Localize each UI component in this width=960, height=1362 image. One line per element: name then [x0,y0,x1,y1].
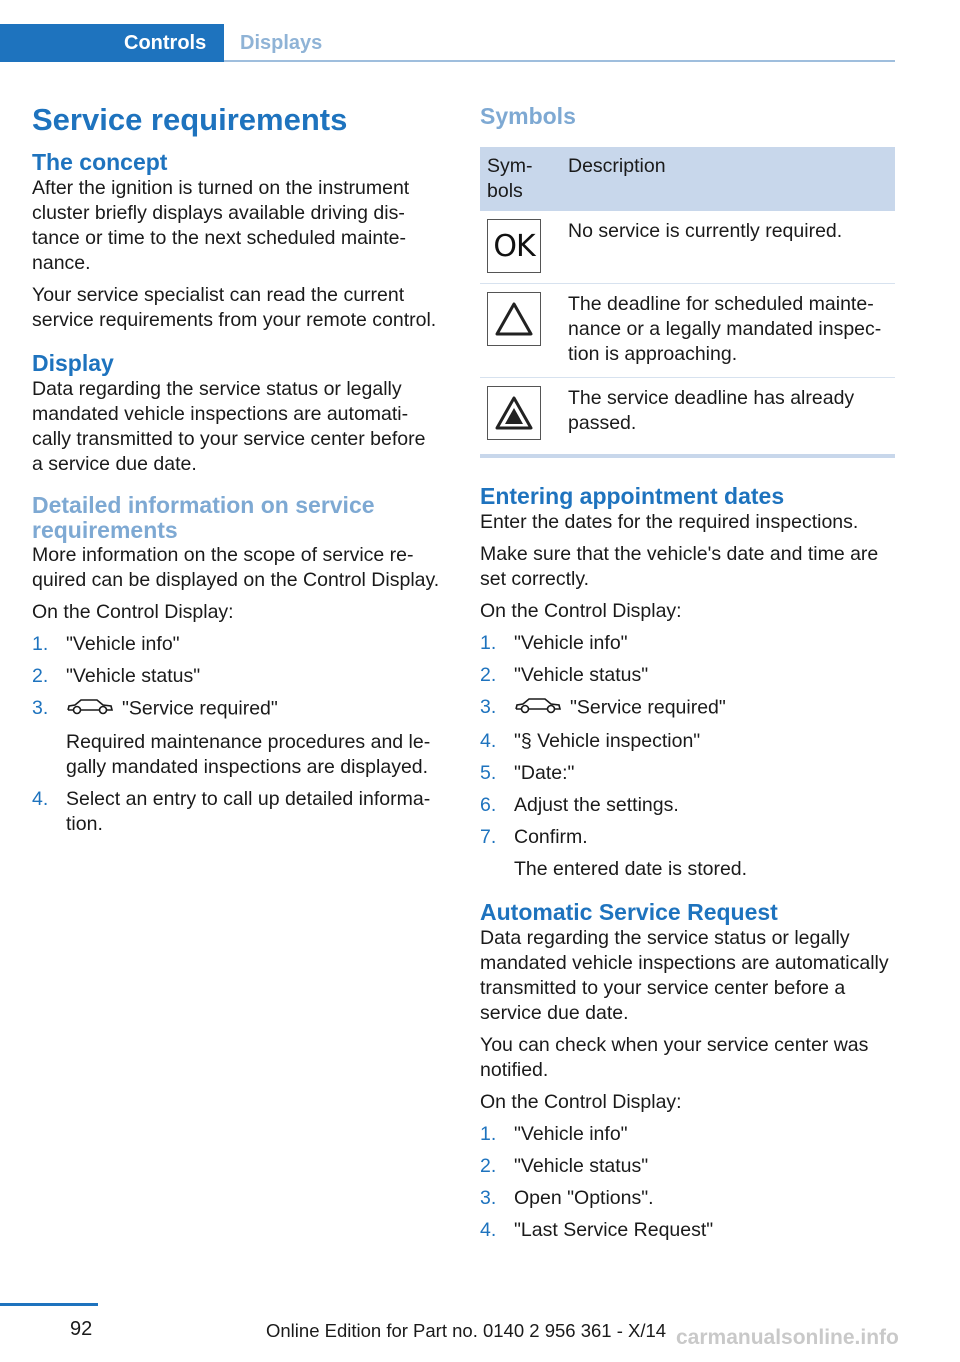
table-cell: The service deadline has already passed. [568,387,855,434]
asr-paragraph-2: You can check when your service center was notified. [480,1034,869,1081]
list-item: 2. "Vehicle status" [480,664,649,686]
concept-paragraph-2: Your service specialist can read the current service requirements from your remote control. [32,284,437,331]
list-item: 2. "Vehicle status" [32,665,201,687]
col-header-description: Description [561,147,895,211]
table-row [480,284,895,378]
appointment-paragraph-2: Make sure that the vehicle's date and time are set correctly. [480,543,879,590]
car-icon [66,696,114,723]
detail-steps [32,632,440,837]
concept-paragraph-1: After the ignition is turned on the instrument cluster briefly displays available driving distance or time to the next scheduled maintenance. [32,177,410,274]
list-item: 4. Select an entry to call up detailed information. [32,788,431,835]
list-item: 6. Adjust the settings. [480,794,679,816]
appointment-heading: Entering appointment dates [480,483,785,509]
table-cell: The deadline for scheduled maintenance or a legally mandated inspection is approaching. [561,284,895,378]
warning-triangle-filled-icon [487,386,541,440]
list-item: 4. "§ Vehicle inspection" [480,730,701,752]
table-cell: No service is currently required. [561,211,895,284]
asr-steps [480,1122,895,1243]
list-item: 3. "Service required" Required maintenance procedures and legally mandated inspections are displayed. [32,697,431,778]
header-rule [224,60,895,62]
display-paragraph: Data regarding the service status or legally mandated vehicle inspections are automatically transmitted to your service center before a service due date. [32,378,426,475]
list-item: 5. "Date:" [480,762,575,784]
tab-controls[interactable]: Controls [0,24,224,62]
footer-rule [0,1303,98,1306]
detail-heading: Detailed information on service requirements [32,492,375,543]
watermark: carmanualsonline.info [676,1326,899,1349]
on-control-display-label: On the Control Display: [480,600,682,622]
list-item: 2. "Vehicle status" [480,1155,649,1177]
page-number: 92 [70,1318,93,1340]
edition-text: Online Edition for Part no. 0140 2 956 361 - X/14 [266,1320,667,1341]
asr-paragraph-1: Data regarding the service status or legally mandated vehicle inspections are automatically transmitted to your service center before a service due date. [480,927,889,1024]
right-column [480,100,895,1250]
appointment-steps [480,631,895,882]
list-item: 4. "Last Service Request" [480,1219,714,1241]
symbols-heading: Symbols [480,103,576,129]
concept-heading: The concept [32,149,168,175]
list-item: 7. Confirm. The entered date is stored. [480,826,748,880]
on-control-display-label: On the Control Display: [480,1091,682,1113]
left-column [32,100,440,844]
ok-icon: OK [487,219,541,273]
list-item: 1. "Vehicle info" [480,1123,628,1145]
list-item: 1. "Vehicle info" [480,632,628,654]
display-heading: Display [32,350,114,376]
list-item: 3. "Service required" [480,695,895,722]
page-title: Service requirements [32,102,348,137]
table-header-row [480,147,895,211]
list-item: 1. "Vehicle info" [32,633,180,655]
on-control-display-label: On the Control Display: [32,601,234,623]
table-row [480,378,895,451]
asr-heading: Automatic Service Request [480,899,778,925]
car-icon [514,695,562,722]
col-header-symbols: Symbols [480,147,561,211]
table-row [480,211,895,284]
appointment-paragraph-1: Enter the dates for the required inspections. [480,511,859,533]
warning-triangle-icon [487,292,541,346]
tab-displays[interactable]: Displays [240,32,323,54]
symbols-table [480,147,895,450]
detail-paragraph: More information on the scope of service required can be displayed on the Control Display. [32,544,440,591]
table-bottom-rule [480,454,895,458]
list-item: 3. Open "Options". [480,1187,654,1209]
